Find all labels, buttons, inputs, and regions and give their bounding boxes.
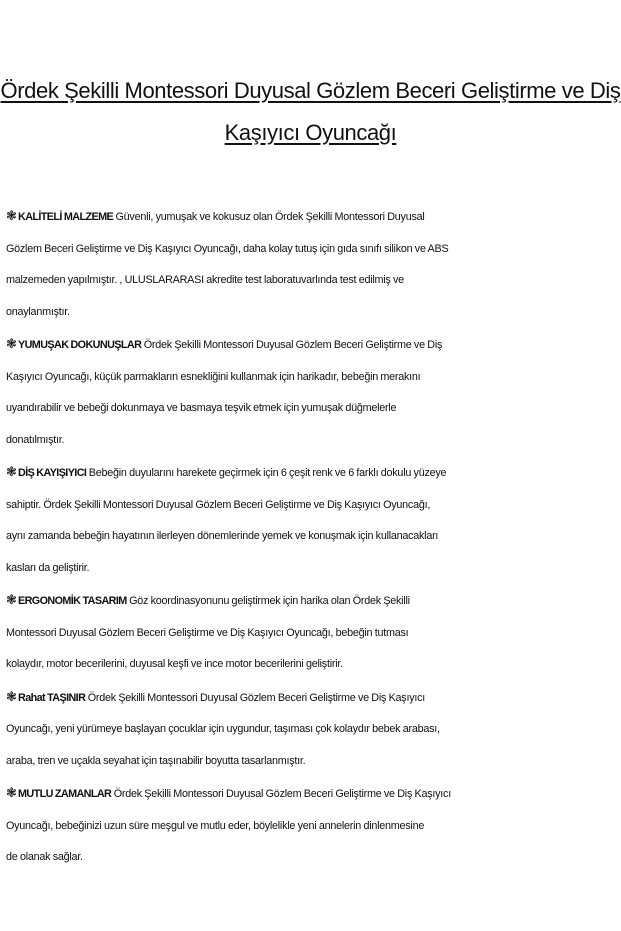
feature-line: araba, tren ve uçakla seyahat için taşınabilir boyutta tasarlanmıştır. — [6, 754, 306, 767]
feature-text: Ördek Şekilli Montessori Duyusal Gözlem Beceri Geliştirme ve Diş Kaşıyıcı — [85, 691, 425, 704]
feature-text: Bebeğin duyularını harekete geçirmek için 6 çeşit renk ve 6 farklı dokulu yüzeye — [86, 467, 447, 479]
feature-line: Montessori Duyusal Gözlem Beceri Geliştirme ve Diş Kaşıyıcı Oyuncağı, bebeğin tutması — [6, 626, 409, 639]
feature-heading: DİŞ KAYIŞIYICI — [18, 467, 87, 479]
feature-section-ergonomik-tasarim — [6, 584, 616, 681]
feature-line: kasları da geliştirir. — [6, 561, 90, 574]
feature-section-rahat-tasinir — [6, 681, 616, 778]
feature-line: onaylanmıştır. — [6, 305, 70, 318]
feature-section-kaliteli-malzeme — [6, 200, 616, 328]
title-line-1: Ördek Şekilli Montessori Duyusal Gözlem Beceri Geliştirme ve Diş — [0, 78, 621, 103]
feature-line — [6, 584, 616, 618]
feature-text: Göz koordinasyonunu geliştirmek için harika olan Ördek Şekilli — [126, 595, 410, 607]
flower-bullet-icon: ❃ — [6, 464, 17, 479]
flower-bullet-icon: ❃ — [6, 208, 17, 223]
flower-bullet-icon: ❃ — [6, 592, 17, 607]
feature-heading: ERGONOMİK TASARIM — [18, 595, 127, 607]
feature-line: kolaydır, motor becerilerini, duyusal keşfi ve ince motor becerilerini geliştirir. — [6, 658, 343, 670]
feature-heading: KALİTELİ MALZEME — [18, 211, 114, 223]
feature-line: de olanak sağlar. — [6, 851, 83, 863]
feature-heading: Rahat TAŞINIR — [18, 691, 86, 704]
feature-heading: YUMUŞAK DOKUNUŞLAR — [18, 339, 142, 351]
feature-text: Güvenli, yumuşak ve kokusuz olan Ördek Şekilli Montessori Duyusal — [113, 211, 425, 223]
feature-line: Kaşıyıcı Oyuncağı, küçük parmakların esnekliğini kullanmak için harikadır, bebeğin merakını — [6, 370, 421, 383]
feature-line: donatılmıştır. — [6, 433, 65, 446]
feature-line — [6, 456, 616, 490]
feature-line: sahiptir. Ördek Şekilli Montessori Duyusal Gözlem Beceri Geliştirme ve Diş Kaşıyıcı Oyuncağı, — [6, 498, 431, 511]
feature-section-dis-kayisiyici — [6, 456, 616, 584]
feature-text: Ördek Şekilli Montessori Duyusal Gözlem Beceri Geliştirme ve Diş Kaşıyıcı — [111, 788, 451, 800]
feature-line: Oyuncağı, bebeğinizi uzun süre meşgul ve mutlu eder, böylelikle yeni annelerin dinlenmesine — [6, 819, 425, 832]
feature-line: uyandırabilir ve bebeği dokunmaya ve basmaya teşvik etmek için yumuşak düğmelerle — [6, 402, 397, 414]
flower-bullet-icon: ❃ — [6, 336, 17, 351]
feature-line — [6, 777, 616, 811]
feature-line: Oyuncağı, yeni yürümeye başlayan çocuklar için uygundur, taşıması çok kolaydır bebek arabası, — [6, 723, 440, 735]
feature-line — [6, 328, 616, 362]
feature-line: aynı zamanda bebeğin hayatının ilerleyen dönemlerinde yemek ve konuşmak için kullanacakları — [6, 530, 439, 542]
feature-text: Ördek Şekilli Montessori Duyusal Gözlem Beceri Geliştirme ve Diş — [141, 339, 443, 351]
flower-bullet-icon: ❃ — [6, 785, 17, 800]
page-title — [0, 70, 621, 154]
flower-bullet-icon: ❃ — [6, 688, 17, 704]
title-line-2: Kaşıyıcı Oyuncağı — [224, 120, 397, 145]
feature-list — [6, 200, 616, 874]
feature-line — [6, 681, 616, 715]
feature-line: Gözlem Beceri Geliştirme ve Diş Kaşıyıcı Oyuncağı, daha kolay tutuş için gıda sınıfı silikon ve ABS — [6, 242, 449, 255]
feature-section-mutlu-zamanlar — [6, 777, 616, 874]
feature-line: malzemeden yapılmıştır. , ULUSLARARASI akredite test laboratuvarlında test edilmiş ve — [6, 274, 404, 286]
feature-heading: MUTLU ZAMANLAR — [18, 788, 112, 800]
feature-section-yumusak-dokunuslar — [6, 328, 616, 456]
feature-line — [6, 200, 616, 234]
